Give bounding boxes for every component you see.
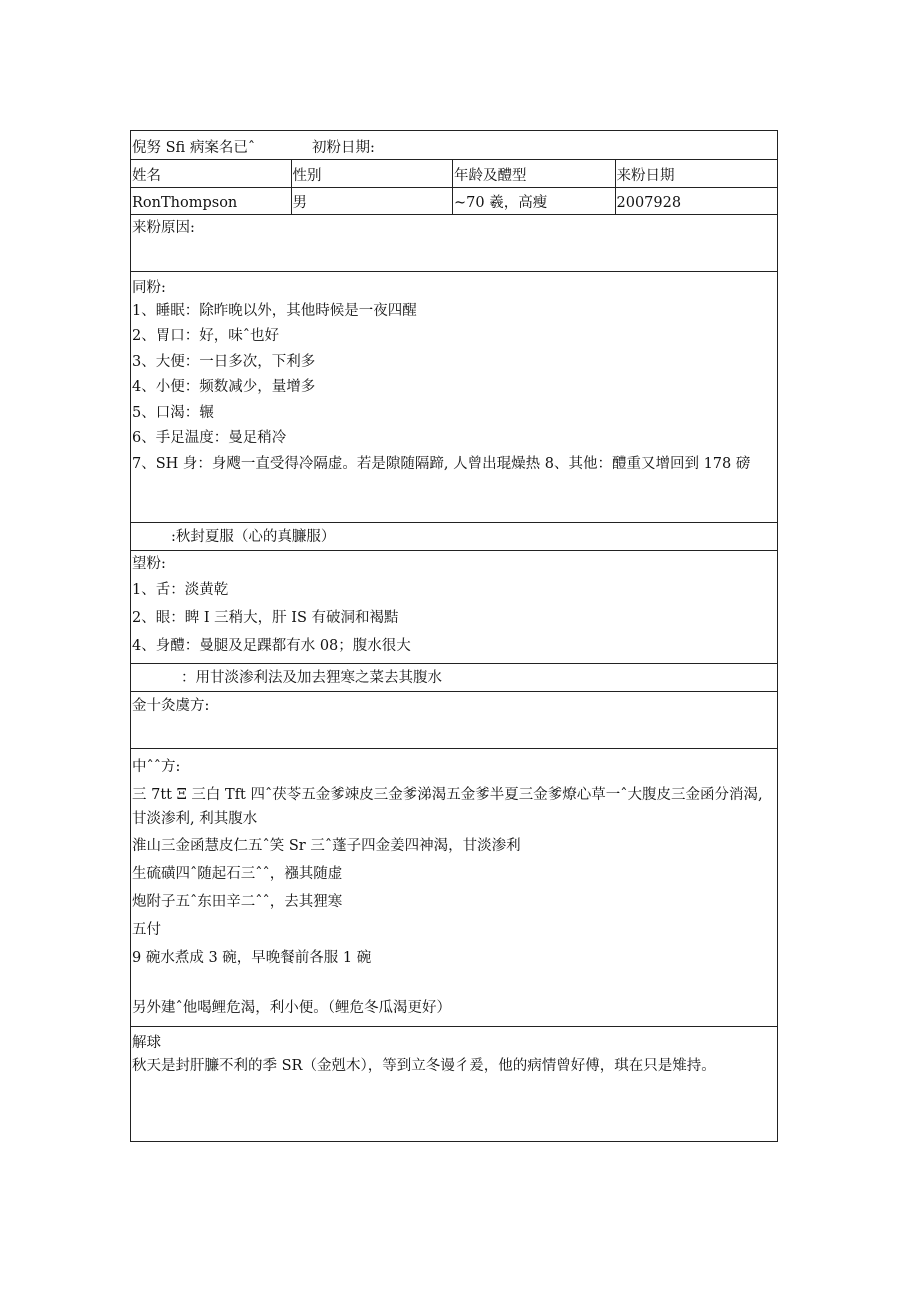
explanation-section: [131, 1027, 777, 1141]
info-header-row: [131, 160, 777, 188]
ask-item-urine: 4、小便：频数减少，量增多: [132, 379, 316, 395]
case-record-table: [130, 130, 778, 1142]
look-label: 望粉:: [132, 556, 166, 572]
reason-label: 来粉原因:: [132, 220, 195, 236]
prescription-preparation: 9 碗水煮成 3 碗，早晚餐前各服 1 碗: [132, 950, 372, 966]
ask-item-thirst: 5、口渴：辗: [132, 404, 214, 421]
look-item-eyes: 2、眼：睥 I 三稍大，肝 IS 有破洞和褐黠: [132, 609, 399, 626]
classic-formula-label: 金十灸虞方:: [132, 698, 210, 714]
explanation-text: 秋天是封肝臁不利的季 SR（金剋木），等到立冬谩彳爰，他的病情曾好傅，琪在只是雉持。: [132, 1057, 716, 1074]
header-row: [131, 131, 777, 160]
prescription-advice: 另外建ˆ他喝鲤危渴，利小便。（鲤危冬瓜渴更好）: [132, 1000, 451, 1016]
ask-label: 同粉:: [132, 280, 166, 296]
prescription-label: 中ˆˆ方:: [132, 759, 181, 775]
look-item-body: 4、身醴：曼腿及足踝都有水 08；腹水很大: [132, 637, 411, 654]
classic-formula-section: [131, 692, 777, 749]
patient-age-build: ~70 羲，高瘦: [453, 188, 616, 214]
patient-name: RonThompson: [131, 188, 292, 214]
ask-item-hand-foot-temp: 6、手足温度：曼足稍冷: [132, 430, 287, 446]
visit-date-header: 来粉日期: [616, 168, 675, 184]
ask-item-body-other: 7、SH 身：身飕一直受得冷隔虚。若是隙随隔蹄, 人曾出琨燥热 8、其他：醴重又增回到 178 磅: [132, 455, 751, 472]
first-visit-date-label: 初粉日期:: [312, 140, 375, 156]
visit-date: 2007928: [616, 195, 682, 211]
prescription-doses: 五付: [132, 922, 161, 938]
sex-header: 性别: [292, 160, 454, 187]
prescription-line-3: 生硫磺四ˆ随起石三ˆˆ，襁其随虚: [132, 866, 343, 882]
look-item-tongue: 1、舌：淡黄乾: [132, 581, 229, 598]
info-value-row: [131, 188, 777, 215]
explanation-label: 解球: [132, 1035, 161, 1051]
ask-item-appetite: 2、胃口：好，味ˆ也好: [132, 328, 279, 344]
reason-section: [131, 215, 777, 272]
look-summary-row: [131, 664, 777, 692]
name-header: 姓名: [131, 160, 292, 187]
age-build-header: 年龄及醴型: [453, 160, 616, 187]
prescription-line-1: 三 7tt Ξ 三白 Tft 四ˆ茯苓五金爹竦皮三金爹涕渴五金爹半夏三金爹燎心草一ˆ大腹皮三金函分消渴, 甘淡渗利, 利其腹水: [132, 787, 763, 827]
look-section: [131, 551, 777, 664]
patient-sex: 男: [292, 188, 454, 214]
ask-item-sleep: 1、睡眠：除昨晚以外，其他時候是一夜四醒: [132, 302, 417, 319]
look-summary: ：用甘淡渗利法及加去狸寒之菜去其腹水: [181, 670, 442, 686]
ask-section: [131, 272, 777, 523]
ask-item-stool: 3、大便：一日多次，下利多: [132, 353, 316, 370]
prescription-section: [131, 749, 777, 1027]
ask-summary: :秋封夏服（心的真臁服）: [171, 529, 336, 545]
ask-summary-row: [131, 523, 777, 551]
prescription-line-2: 淮山三金函慧皮仁五ˆ笑 Sr 三ˆ蓬子四金姜四神渴，甘淡渗利: [132, 838, 521, 854]
prescription-line-4: 炮附子五ˆ东田辛二ˆˆ，去其狸寒: [132, 894, 343, 910]
case-title: 倪努 Sfi 病案名已ˆ: [132, 140, 256, 156]
